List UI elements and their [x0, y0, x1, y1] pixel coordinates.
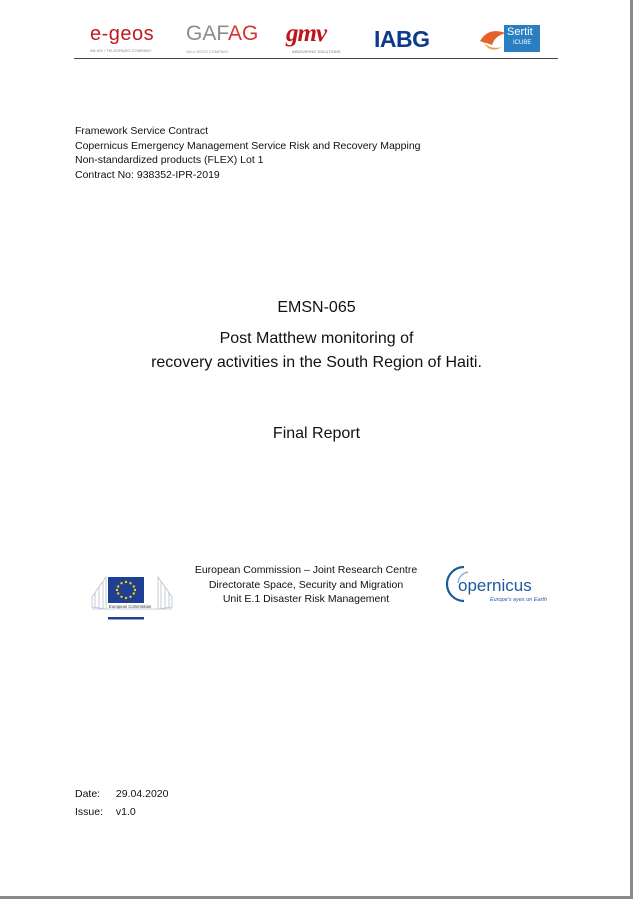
- date-label: Date:: [75, 788, 101, 800]
- contract-line-2: Copernicus Emergency Management Service Risk and Recovery Mapping: [75, 139, 421, 152]
- sertit-logo: [478, 22, 550, 56]
- e-geos-logo: [90, 22, 156, 56]
- sertit-logo-text: Sertit: [507, 26, 533, 38]
- date-value: 29.04.2020: [115, 788, 169, 800]
- report-id: EMSN-065: [277, 299, 356, 316]
- contract-info: [75, 124, 421, 182]
- iabg-logo-text: IABG: [374, 26, 430, 52]
- sertit-badge: [504, 25, 540, 52]
- jrc-line-1: European Commission – Joint Research Centre: [194, 564, 418, 576]
- ec-logo-label: European Commission: [109, 604, 152, 609]
- copernicus-logo: [446, 563, 550, 605]
- gafag-logo-text-gaf: GAF: [186, 22, 229, 45]
- document-meta: [75, 785, 168, 821]
- gmv-logo-subtitle: INNOVATING SOLUTIONS: [292, 49, 341, 54]
- copernicus-logo-text: opernicus: [458, 576, 532, 595]
- gafag-logo-text-ag: AG: [228, 22, 259, 45]
- e-geos-logo-text: e-geos: [90, 23, 155, 45]
- gmv-logo-text: gmv: [286, 20, 327, 47]
- jrc-info: [186, 563, 426, 607]
- gmv-logo: [286, 22, 348, 56]
- header-divider: [74, 58, 558, 59]
- contract-line-3: Non-standardized products (FLEX) Lot 1: [75, 154, 264, 166]
- date-row: [75, 785, 168, 803]
- issue-row: [75, 803, 168, 821]
- contract-line-1: Framework Service Contract: [75, 125, 209, 137]
- e-geos-logo-subtitle: AN ASI / TELESPAZIO COMPANY: [90, 48, 152, 53]
- issue-value: v1.0: [115, 806, 136, 818]
- report-title-line-2: recovery activities in the South Region of Haiti.: [151, 354, 482, 371]
- gafag-logo: [186, 22, 259, 56]
- report-type: Final Report: [272, 425, 361, 442]
- sertit-logo-subtitle: ICUBE: [513, 40, 532, 46]
- copernicus-tagline: Europe's eyes on Earth: [490, 597, 548, 603]
- jrc-line-3: Unit E.1 Disaster Risk Management: [222, 593, 390, 605]
- european-commission-logo: [90, 563, 174, 623]
- iabg-logo: [374, 22, 454, 56]
- contract-line-4: Contract No: 938352-IPR-2019: [75, 168, 220, 181]
- gafag-logo-subtitle: AN e-GEOS COMPANY: [186, 49, 229, 54]
- report-title-line-1: Post Matthew monitoring of: [219, 330, 414, 347]
- partner-logos-bar: [74, 22, 558, 58]
- issue-label: Issue:: [75, 806, 104, 818]
- jrc-line-2: Directorate Space, Security and Migration: [208, 578, 404, 591]
